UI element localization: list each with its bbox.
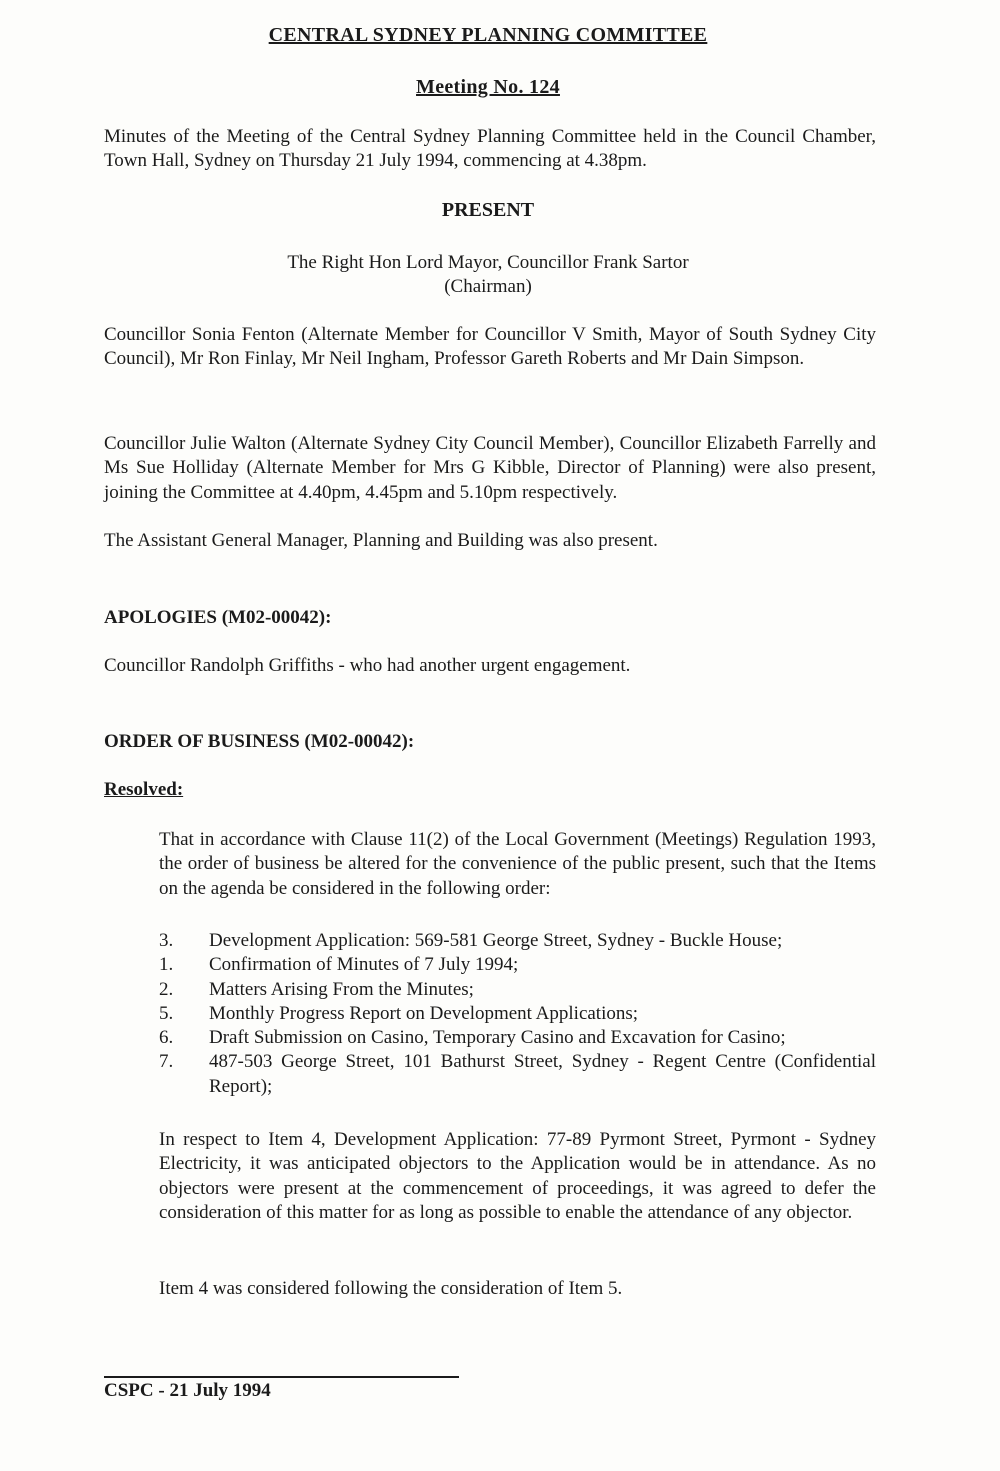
list-item-number: 6.: [159, 1027, 174, 1049]
list-item-number: 3.: [159, 930, 174, 951]
list-item-number: 5.: [159, 1002, 174, 1024]
resolved-label: Resolved:: [104, 779, 184, 800]
list-item-number: 1.: [159, 954, 174, 976]
list-item: [159, 953, 876, 977]
committee-title: CENTRAL SYDNEY PLANNING COMMITTEE: [268, 24, 708, 46]
resolution-paragraph: That in accordance with Clause 11(2) of the Local Government (Meetings) Regulation 1993, the order of business be altered for the convenience of the public present, such that the Items on the agenda be considered in the following order:: [159, 829, 876, 899]
apologies-text: Councillor Randolph Griffiths - who had another urgent engagement.: [104, 655, 631, 676]
footer-label: CSPC - 21 July 1994: [104, 1380, 271, 1401]
late-arrivals-paragraph: Councillor Julie Walton (Alternate Sydney City Council Member), Councillor Elizabeth Farrelly and Ms Sue Holliday (Alternate Member for Mrs G Kibble, Director of Planning) were also present, joining the Committee at 4.40pm, 4.45pm and 5.10pm respectively.: [104, 433, 876, 503]
list-item-number: 7.: [159, 1051, 174, 1073]
order-of-business-heading: ORDER OF BUSINESS (M02-00042):: [104, 731, 415, 752]
list-item: [159, 1026, 876, 1050]
list-item-text: Draft Submission on Casino, Temporary Casino and Excavation for Casino;: [209, 1027, 786, 1049]
list-item-text: 487-503 George Street, 101 Bathurst Street, Sydney - Regent Centre (Confidential Report);: [209, 1051, 876, 1097]
chair-line: The Right Hon Lord Mayor, Councillor Frank Sartor: [287, 252, 689, 273]
item4-note-paragraph: In respect to Item 4, Development Application: 77-89 Pyrmont Street, Pyrmont - Sydney Electricity, it was anticipated objectors to the Application would be in attendance. As no objectors were present at the commencement of proceedings, it was agreed to defer the consideration of this matter for as long as possible to enable the attendance of any objector.: [159, 1129, 876, 1223]
present-heading: PRESENT: [441, 199, 535, 221]
list-item-text: Development Application: 569-581 George Street, Sydney - Buckle House;: [209, 930, 783, 951]
list-item-text: Monthly Progress Report on Development Applications;: [209, 1002, 639, 1024]
members-paragraph: Councillor Sonia Fenton (Alternate Member for Councillor V Smith, Mayor of South Sydney City Council), Mr Ron Finlay, Mr Neil Ingham, Professor Gareth Roberts and Mr Dain Simpson.: [104, 324, 876, 370]
chair-role: (Chairman): [444, 276, 532, 297]
list-item: [159, 1050, 876, 1099]
list-item-text: Matters Arising From the Minutes;: [209, 978, 474, 1000]
agenda-order-list: [159, 929, 876, 1099]
list-item: [159, 929, 876, 953]
meeting-number: Meeting No. 124: [416, 76, 560, 98]
intro-paragraph: Minutes of the Meeting of the Central Sydney Planning Committee held in the Council Chamber, Town Hall, Sydney on Thursday 21 July 1994, commencing at 4.38pm.: [104, 126, 876, 172]
list-item-text: Confirmation of Minutes of 7 July 1994;: [209, 954, 519, 976]
list-item: [159, 1002, 876, 1026]
staff-paragraph: The Assistant General Manager, Planning and Building was also present.: [104, 530, 658, 551]
list-item: [159, 978, 876, 1002]
list-item-number: 2.: [159, 978, 174, 1000]
footer-divider: [104, 1376, 459, 1378]
item4-order-paragraph: Item 4 was considered following the consideration of Item 5.: [159, 1278, 623, 1299]
apologies-heading: APOLOGIES (M02-00042):: [104, 607, 332, 628]
